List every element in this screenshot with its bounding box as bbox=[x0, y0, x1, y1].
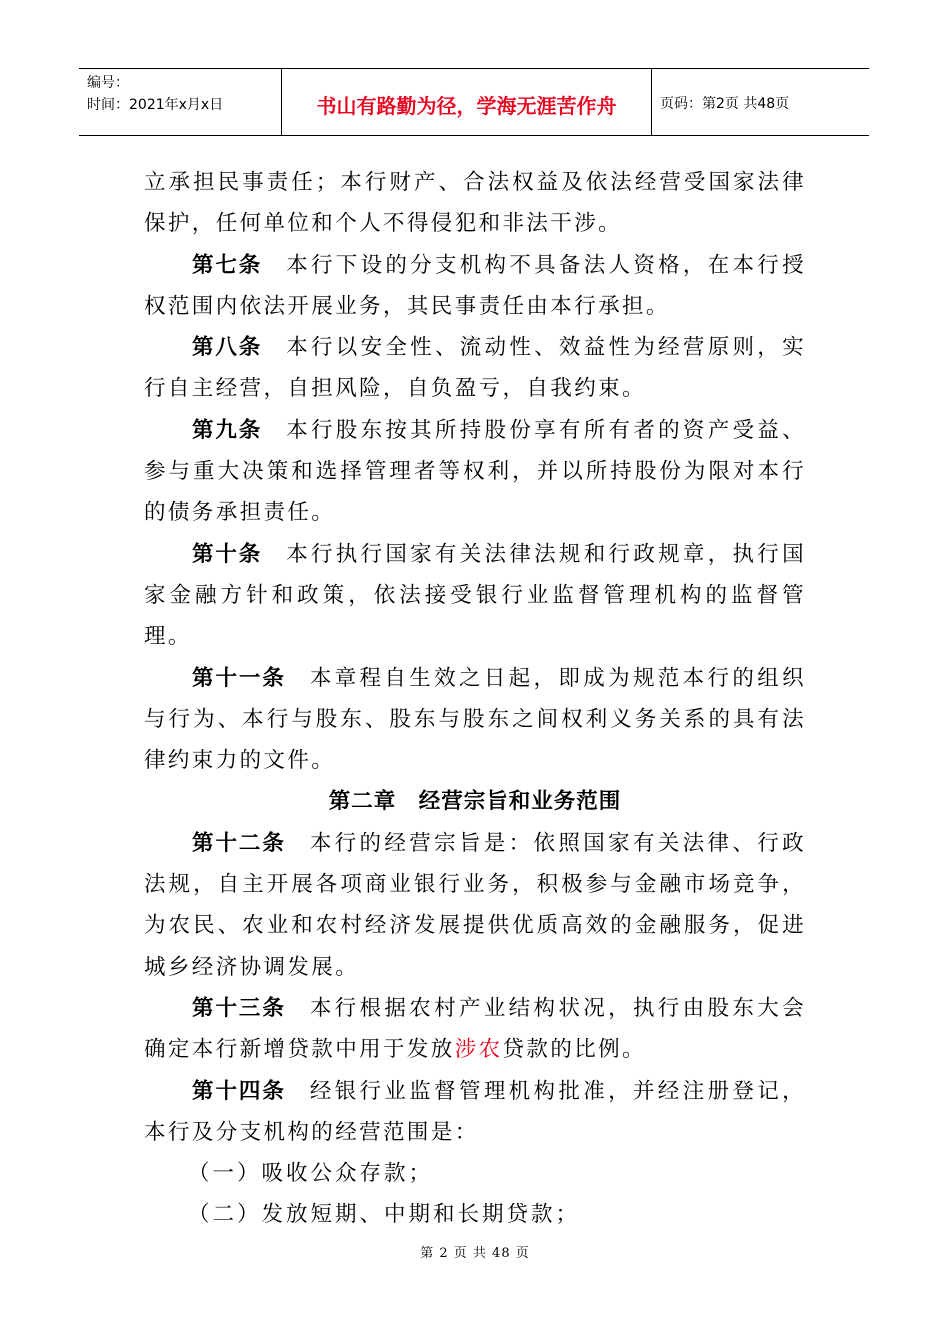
article-title: 第十四条 bbox=[192, 1078, 286, 1104]
article-title: 第十三条 bbox=[192, 995, 286, 1021]
article-text: 本行的经营宗旨是：依照国家有关法律、行政法规，自主开展各项商业银行业务，积极参与金融市场竞争，为农民、农业和农村经济发展提供优质高效的金融服务，促进城乡经济协调发展。 bbox=[144, 830, 806, 980]
article-text: 本行下设的分支机构不具备法人资格，在本行授权范围内依法开展业务，其民事责任由本行承担。 bbox=[144, 252, 806, 319]
article-title: 第十一条 bbox=[192, 665, 286, 691]
paragraph-continuation: 立承担民事责任；本行财产、合法权益及依法经营受国家法律保护，任何单位和个人不得侵犯和非法干涉。 bbox=[144, 170, 806, 237]
article-11 bbox=[144, 658, 806, 782]
chapter-heading: 第二章 经营宗旨和业务范围 bbox=[328, 789, 622, 815]
article-title: 第十二条 bbox=[192, 830, 286, 856]
serial-label: 编号： bbox=[87, 75, 129, 91]
article-14 bbox=[144, 1071, 806, 1154]
article-7 bbox=[144, 245, 806, 328]
document-body bbox=[144, 162, 806, 1236]
article-8 bbox=[144, 327, 806, 410]
article-text: 贷款的比例。 bbox=[502, 1037, 646, 1063]
header-meta bbox=[79, 69, 282, 135]
page-footer: 第 2 页 共 48 页 bbox=[420, 1246, 530, 1261]
page-header bbox=[79, 68, 869, 136]
article-12 bbox=[144, 823, 806, 988]
time-label: 时间：2021年x月x日 bbox=[87, 97, 224, 113]
header-page-info: 页码：第2页 共48页 bbox=[660, 96, 790, 112]
article-title: 第七条 bbox=[192, 252, 263, 278]
article-title: 第八条 bbox=[192, 335, 263, 361]
article-text: 经银行业监督管理机构批准，并经注册登记，本行及分支机构的经营范围是： bbox=[144, 1078, 806, 1145]
article-13 bbox=[144, 988, 806, 1071]
article-title: 第九条 bbox=[192, 417, 263, 443]
header-motto: 书山有路勤为径，学海无涯苦作舟 bbox=[282, 69, 652, 135]
article-text: 本行以安全性、流动性、效益性为经营原则，实行自主经营，自担风险，自负盈亏，自我约束。 bbox=[144, 335, 806, 402]
article-text: 本章程自生效之日起，即成为规范本行的组织与行为、本行与股东、股东与股东之间权利义务关系的具有法律约束力的文件。 bbox=[144, 665, 806, 774]
article-9 bbox=[144, 410, 806, 534]
article-10 bbox=[144, 534, 806, 658]
article-title: 第十条 bbox=[192, 541, 263, 567]
article-text: 本行股东按其所持股份享有所有者的资产受益、参与重大决策和选择管理者等权利，并以所持股份为限对本行的债务承担责任。 bbox=[144, 417, 806, 526]
highlighted-term: 涉农 bbox=[454, 1037, 503, 1063]
list-item: （二）发放短期、中期和长期贷款； bbox=[188, 1202, 581, 1228]
article-text: 本行执行国家有关法律法规和行政规章，执行国家金融方针和政策，依法接受银行业监督管理机构的监督管理。 bbox=[144, 541, 806, 650]
list-item: （一）吸收公众存款； bbox=[188, 1161, 434, 1187]
article-text: 本行根据农村产业结构状况，执行由股东大会确定本行新增贷款中用于发放 bbox=[144, 995, 806, 1063]
